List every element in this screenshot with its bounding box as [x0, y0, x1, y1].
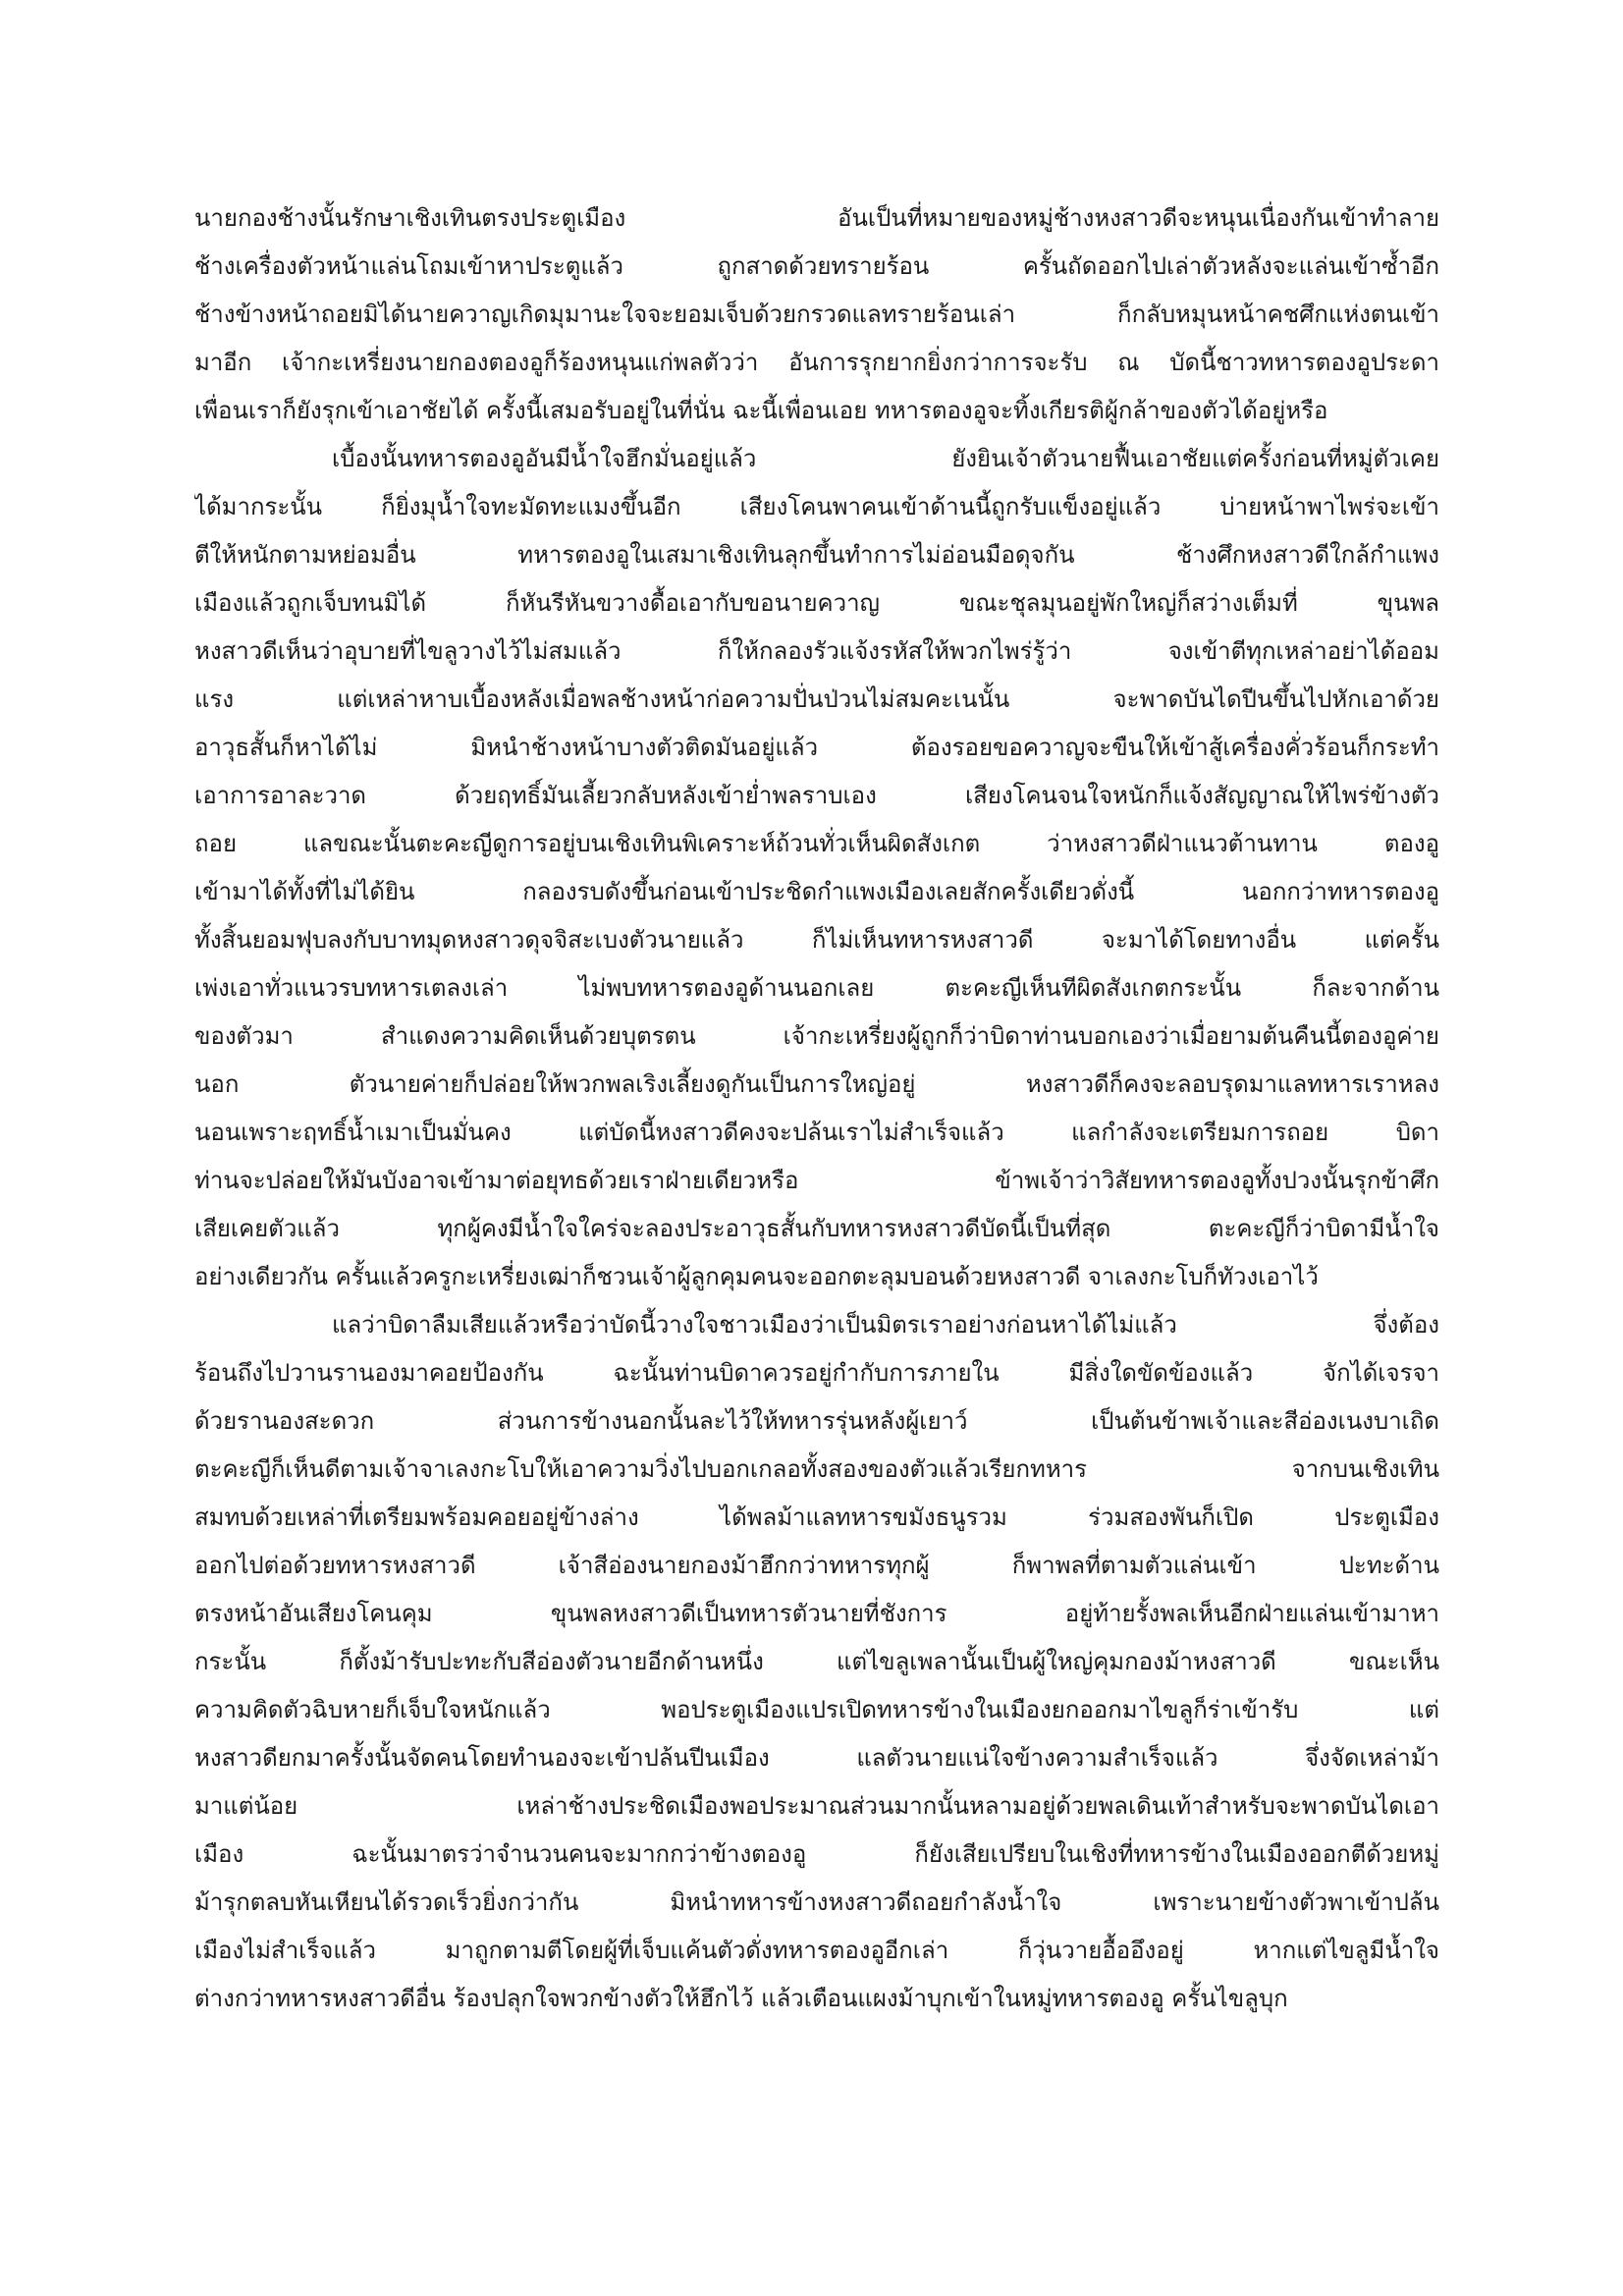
- text-line: ช้างข้างหน้าถอยมิได้นายควาญเกิดมุมานะใจจะยอมเจ็บด้วยกรวดแลทรายร้อนเล่า ก็กลับหมุนหน้าคชศึกแห่งตนเข้า: [194, 301, 1439, 328]
- text-line: ตีให้หนักตามหย่อมอื่น ทหารตองอูในเสมาเชิงเทินลุกขึ้นทำการไม่อ่อนมือดุจกัน ช้างศึกหงสาวดีใกล้กำแพง: [194, 541, 1439, 569]
- text-line: ด้วยรานองสะดวก ส่วนการข้างนอกนั้นละไว้ให้ทหารรุ่นหลังผู้เยาว์ เป็นต้นข้าพเจ้าและสีอ่องเนงบาเถิด: [194, 1407, 1439, 1435]
- text-line: ถอย แลขณะนั้นตะคะญีดูการอยู่บนเชิงเทินพิเคราะห์ถ้วนทั่วเห็นผิดสังเกต ว่าหงสาวดีฝ่าแนวต้านทาน ตองอู: [194, 830, 1439, 857]
- text-line: อย่างเดียวกัน ครั้นแล้วครูกะเหรี่ยงเฒ่าก็ชวนเจ้าผู้ลูกคุมคนจะออกตะลุมบอนด้วยหงสาวดี จาเลงกะโบก็ทัวงเอาไว้: [194, 1263, 1319, 1290]
- paragraph: [194, 1301, 1439, 2023]
- text-line: เบื้องนั้นทหารตองอูอันมีน้ำใจฮึกมั่นอยู่แล้ว ยังยินเจ้าตัวนายฟื้นเอาชัยแต่ครั้งก่อนที่หมู่ตัวเคย: [332, 445, 1439, 472]
- text-line: ท่านจะปล่อยให้มันบังอาจเข้ามาต่อยุทธด้วยเราฝ่ายเดียวหรือ ข้าพเจ้าว่าวิสัยทหารตองอูทั้งปวงนั้นรุกข้าศึก: [194, 1167, 1439, 1194]
- text-line: เข้ามาได้ทั้งที่ไม่ได้ยิน กลองรบดังขึ้นก่อนเข้าประชิดกำแพงเมืองเลยสักครั้งเดียวดั่งนี้ นอกกว่าทหารตองอู: [194, 878, 1439, 905]
- paragraph: [194, 435, 1439, 1301]
- text-line: เมืองไม่สำเร็จแล้ว มาถูกตามตีโดยผู้ที่เจ็บแค้นตัวดั่งทหารตองอูอีกเล่า ก็วุ่นวายอื้ออึงอยู่ หากแต่ไขลูมีน้ำใจ: [194, 1937, 1439, 1964]
- text-line: แลว่าบิดาลืมเสียแล้วหรือว่าบัดนี้วางใจชาวเมืองว่าเป็นมิตรเราอย่างก่อนหาได้ไม่แล้ว จึ่งต้อง: [332, 1311, 1439, 1339]
- text-line: สมทบด้วยเหล่าที่เตรียมพร้อมคอยอยู่ข้างล่าง ได้พลม้าแลทหารขมังธนูรวม ร่วมสองพันก็เปิด ประตูเมือง: [194, 1503, 1439, 1531]
- text-line: ร้อนถึงไปวานรานองมาคอยป้องกัน ฉะนั้นท่านบิดาควรอยู่กำกับการภายใน มีสิ่งใดขัดข้องแล้ว จักได้เจรจา: [194, 1359, 1439, 1387]
- text-line: อาวุธสั้นก็หาได้ไม่ มิหนำช้างหน้าบางตัวติดมันอยู่แล้ว ต้องรอยขอควาญจะขืนให้เข้าสู้เครื่องคั่วร้อนก็กระทำ: [194, 734, 1439, 761]
- text-line: เพื่อนเราก็ยังรุกเข้าเอาชัยได้ ครั้งนี้เสมอรับอยู่ในที่นั่น ฉะนี้เพื่อนเอย ทหารตองอูจะทิ้งเกียรติผู้กล้าของตัวได้อยู่หรือ: [194, 397, 1328, 424]
- text-line: ม้ารุกตลบหันเหียนได้รวดเร็วยิ่งกว่ากัน มิหนำทหารข้างหงสาวดีถอยกำลังน้ำใจ เพราะนายข้างตัวพาเข้าปล้น: [194, 1888, 1439, 1916]
- text-line: กระนั้น ก็ตั้งม้ารับปะทะกับสีอ่องตัวนายอีกด้านหนึ่ง แต่ไขลูเพลานั้นเป็นผู้ใหญ่คุมกองม้าหงสาวดี ขณะเห็น: [194, 1648, 1439, 1675]
- text-line: หงสาวดียกมาครั้งนั้นจัดคนโดยทำนองจะเข้าปล้นปีนเมือง แลตัวนายแน่ใจข้างความสำเร็จแล้ว จึ่งจัดเหล่าม้า: [194, 1744, 1439, 1772]
- text-line: มาแต่น้อย เหล่าช้างประชิดเมืองพอประมาณส่วนมากนั้นหลามอยู่ด้วยพลเดินเท้าสำหรับจะพาดบันไดเอา: [194, 1792, 1439, 1820]
- text-line: เสียเคยตัวแล้ว ทุกผู้คงมีน้ำใจใคร่จะลองประอาวุธสั้นกับทหารหงสาวดีบัดนี้เป็นที่สุด ตะคะญีก็ว่าบิดามีน้ำใจ: [194, 1215, 1439, 1242]
- text-line: นอนเพราะฤทธิ์น้ำเมาเป็นมั่นคง แต่บัดนี้หงสาวดีคงจะปล้นเราไม่สำเร็จแล้ว แลกำลังจะเตรียมการถอย บิดา: [194, 1119, 1439, 1146]
- text-line: มาอีก เจ้ากะเหรี่ยงนายกองตองอูก็ร้องหนุนแก่พลตัวว่า อันการรุกยากยิ่งกว่าการจะรับ ณ บัดนี้ชาวทหารตองอูประดา: [194, 349, 1439, 376]
- text-line: เพ่งเอาทั่วแนวรบทหารเตลงเล่า ไม่พบทหารตองอูด้านนอกเลย ตะคะญีเห็นทีผิดสังเกตกระนั้น ก็ละจากด้าน: [194, 974, 1439, 1002]
- text-line: นายกองช้างนั้นรักษาเชิงเทินตรงประตูเมือง อันเป็นที่หมายของหมู่ช้างหงสาวดีจะหนุนเนื่องกันเข้าทำลาย: [194, 204, 1439, 232]
- text-line: ทั้งสิ้นยอมฟุบลงกับบาทมุดหงสาวดุจจิสะเบงตัวนายแล้ว ก็ไม่เห็นทหารหงสาวดี จะมาได้โดยทางอื่น แต่ครั้น: [194, 926, 1439, 954]
- text-line: ตรงหน้าอันเสียงโคนคุม ขุนพลหงสาวดีเป็นทหารตัวนายที่ชังการ อยู่ท้ายรั้งพลเห็นอีกฝ่ายแล่นเข้ามาหา: [194, 1600, 1439, 1627]
- text-line: เมืองแล้วถูกเจ็บทนมิได้ ก็หันรีหันขวางดื้อเอากับขอนายควาญ ขณะชุลมุนอยู่พักใหญ่ก็สว่างเต็มที่ ขุนพล: [194, 589, 1439, 617]
- text-line: ออกไปต่อด้วยทหารหงสาวดี เจ้าสีอ่องนายกองม้าฮึกกว่าทหารทุกผู้ ก็พาพลที่ตามตัวแล่นเข้า ปะทะด้าน: [194, 1552, 1439, 1579]
- paragraph: [194, 194, 1439, 435]
- text-line: เมือง ฉะนั้นมาตรว่าจำนวนคนจะมากกว่าข้างตองอู ก็ยังเสียเปรียบในเชิงที่ทหารข้างในเมืองออกตีด้วยหมู่: [194, 1840, 1439, 1868]
- text-line: ความคิดตัวฉิบหายก็เจ็บใจหนักแล้ว พอประตูเมืองแปรเปิดทหารข้างในเมืองยกออกมาไขลูก็ร่าเข้ารับ แต่: [194, 1696, 1439, 1723]
- text-line: ได้มากระนั้น ก็ยิ่งมุน้ำใจทะมัดทะแมงขึ้นอีก เสียงโคนพาคนเข้าด้านนี้ถูกรับแข็งอยู่แล้ว บ่ายหน้าพาไพร่จะเข้า: [194, 493, 1439, 520]
- text-line: เอาการอาละวาด ด้วยฤทธิ์มันเลี้ยวกลับหลังเข้าย่ำพลราบเอง เสียงโคนจนใจหนักก็แจ้งสัญญาณให้ไพร่ข้างตัว: [194, 782, 1439, 809]
- text-line: ช้างเครื่องตัวหน้าแล่นโถมเข้าหาประตูแล้ว ถูกสาดด้วยทรายร้อน ครั้นถัดออกไปเล่าตัวหลังจะแล่นเข้าซ้ำอีก: [194, 252, 1439, 280]
- text-line: นอก ตัวนายค่ายก็ปล่อยให้พวกพลเริงเลี้ยงดูกันเป็นการใหญ่อยู่ หงสาวดีก็คงจะลอบรุดมาแลทหารเราหลง: [194, 1070, 1439, 1098]
- text-line: ต่างกว่าทหารหงสาวดีอื่น ร้องปลุกใจพวกข้างตัวให้ฮึกไว้ แล้วเตือนแผงม้าบุกเข้าในหมู่ทหารตองอู ครั้นไขลูบุก: [194, 1985, 1288, 2012]
- text-line: แรง แต่เหล่าหาบเบื้องหลังเมื่อพลช้างหน้าก่อความปั่นป่วนไม่สมคะเนนั้น จะพาดบันไดปีนขึ้นไปหักเอาด้วย: [194, 685, 1439, 713]
- text-line: หงสาวดีเห็นว่าอุบายที่ไขลูวางไว้ไม่สมแล้ว ก็ให้กลองรัวแจ้งรหัสให้พวกไพร่รู้ว่า จงเข้าตีทุกเหล่าอย่าได้ออม: [194, 637, 1439, 665]
- text-line: ตะคะญีก็เห็นดีตามเจ้าจาเลงกะโบให้เอาความวิ่งไปบอกเกลอทั้งสองของตัวแล้วเรียกทหาร จากบนเชิงเทิน: [194, 1455, 1439, 1483]
- text-line: ของตัวมา สำแดงความคิดเห็นด้วยบุตรตน เจ้ากะเหรี่ยงผู้ถูกก็ว่าบิดาท่านบอกเองว่าเมื่อยามต้นคืนนี้ตองอูค่าย: [194, 1022, 1439, 1050]
- document-body: [194, 194, 1439, 2023]
